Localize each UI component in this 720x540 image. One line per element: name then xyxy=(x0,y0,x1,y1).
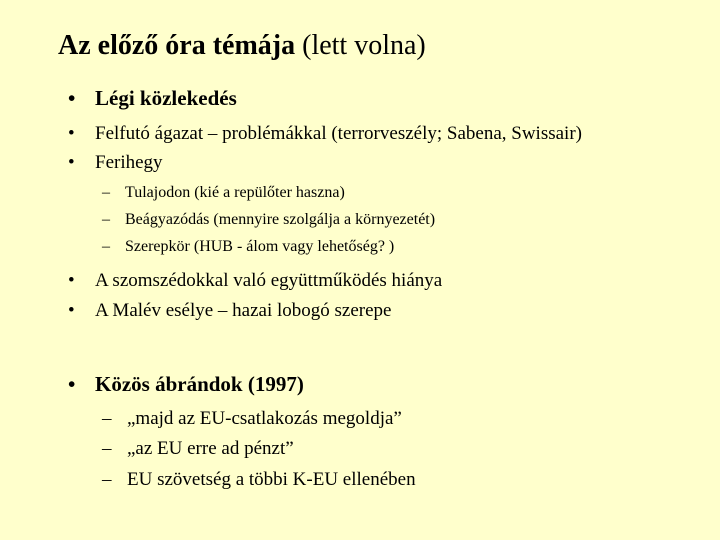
section-heading-text: Légi közlekedés xyxy=(95,86,237,110)
dash-marker: – xyxy=(102,469,112,490)
dash-marker: – xyxy=(102,238,110,255)
sub-list-item xyxy=(102,408,402,430)
section-heading-kozos-abrandok xyxy=(68,372,304,397)
list-item xyxy=(68,270,442,292)
bullet-marker: • xyxy=(68,372,76,396)
bullet-marker: • xyxy=(68,86,76,110)
list-item-text: Felfutó ágazat – problémákkal (terrorveszély; Sabena, Swissair) xyxy=(95,123,582,144)
list-item-text: Ferihegy xyxy=(95,152,163,173)
list-item xyxy=(68,300,392,322)
slide-title-rest: (lett volna) xyxy=(295,30,426,61)
sub-list-item-text: EU szövetség a többi K-EU ellenében xyxy=(127,469,416,490)
sub-list-item-text: Tulajodon (kié a repülőter haszna) xyxy=(125,184,345,201)
sub-list-item-text: Szerepkör (HUB - álom vagy lehetőség? ) xyxy=(125,238,395,255)
sub-list-item xyxy=(102,211,435,229)
section-heading-legi-kozlekedes xyxy=(68,86,237,111)
list-item xyxy=(68,152,163,174)
sub-list-item xyxy=(102,469,416,491)
dash-marker: – xyxy=(102,211,110,228)
list-item-text: A szomszédokkal való együttműködés hiánya xyxy=(95,270,443,291)
sub-list-item xyxy=(102,184,345,202)
bullet-marker: • xyxy=(68,123,75,144)
dash-marker: – xyxy=(102,438,112,459)
section-heading-text: Közös ábrándok (1997) xyxy=(95,372,304,396)
bullet-marker: • xyxy=(68,270,75,291)
list-item-text: A Malév esélye – hazai lobogó szerepe xyxy=(95,300,392,321)
bullet-marker: • xyxy=(68,300,75,321)
sub-list-item-text: Beágyazódás (mennyire szolgálja a környezetét) xyxy=(125,211,436,228)
list-item xyxy=(68,123,582,145)
dash-marker: – xyxy=(102,184,110,201)
sub-list-item xyxy=(102,238,394,256)
dash-marker: – xyxy=(102,408,112,429)
slide-title xyxy=(58,30,426,62)
sub-list-item xyxy=(102,438,294,460)
sub-list-item-text: „az EU erre ad pénzt” xyxy=(127,438,294,459)
sub-list-item-text: „majd az EU-csatlakozás megoldja” xyxy=(127,408,402,429)
bullet-marker: • xyxy=(68,152,75,173)
slide-title-bold: Az előző óra témája xyxy=(58,30,296,61)
